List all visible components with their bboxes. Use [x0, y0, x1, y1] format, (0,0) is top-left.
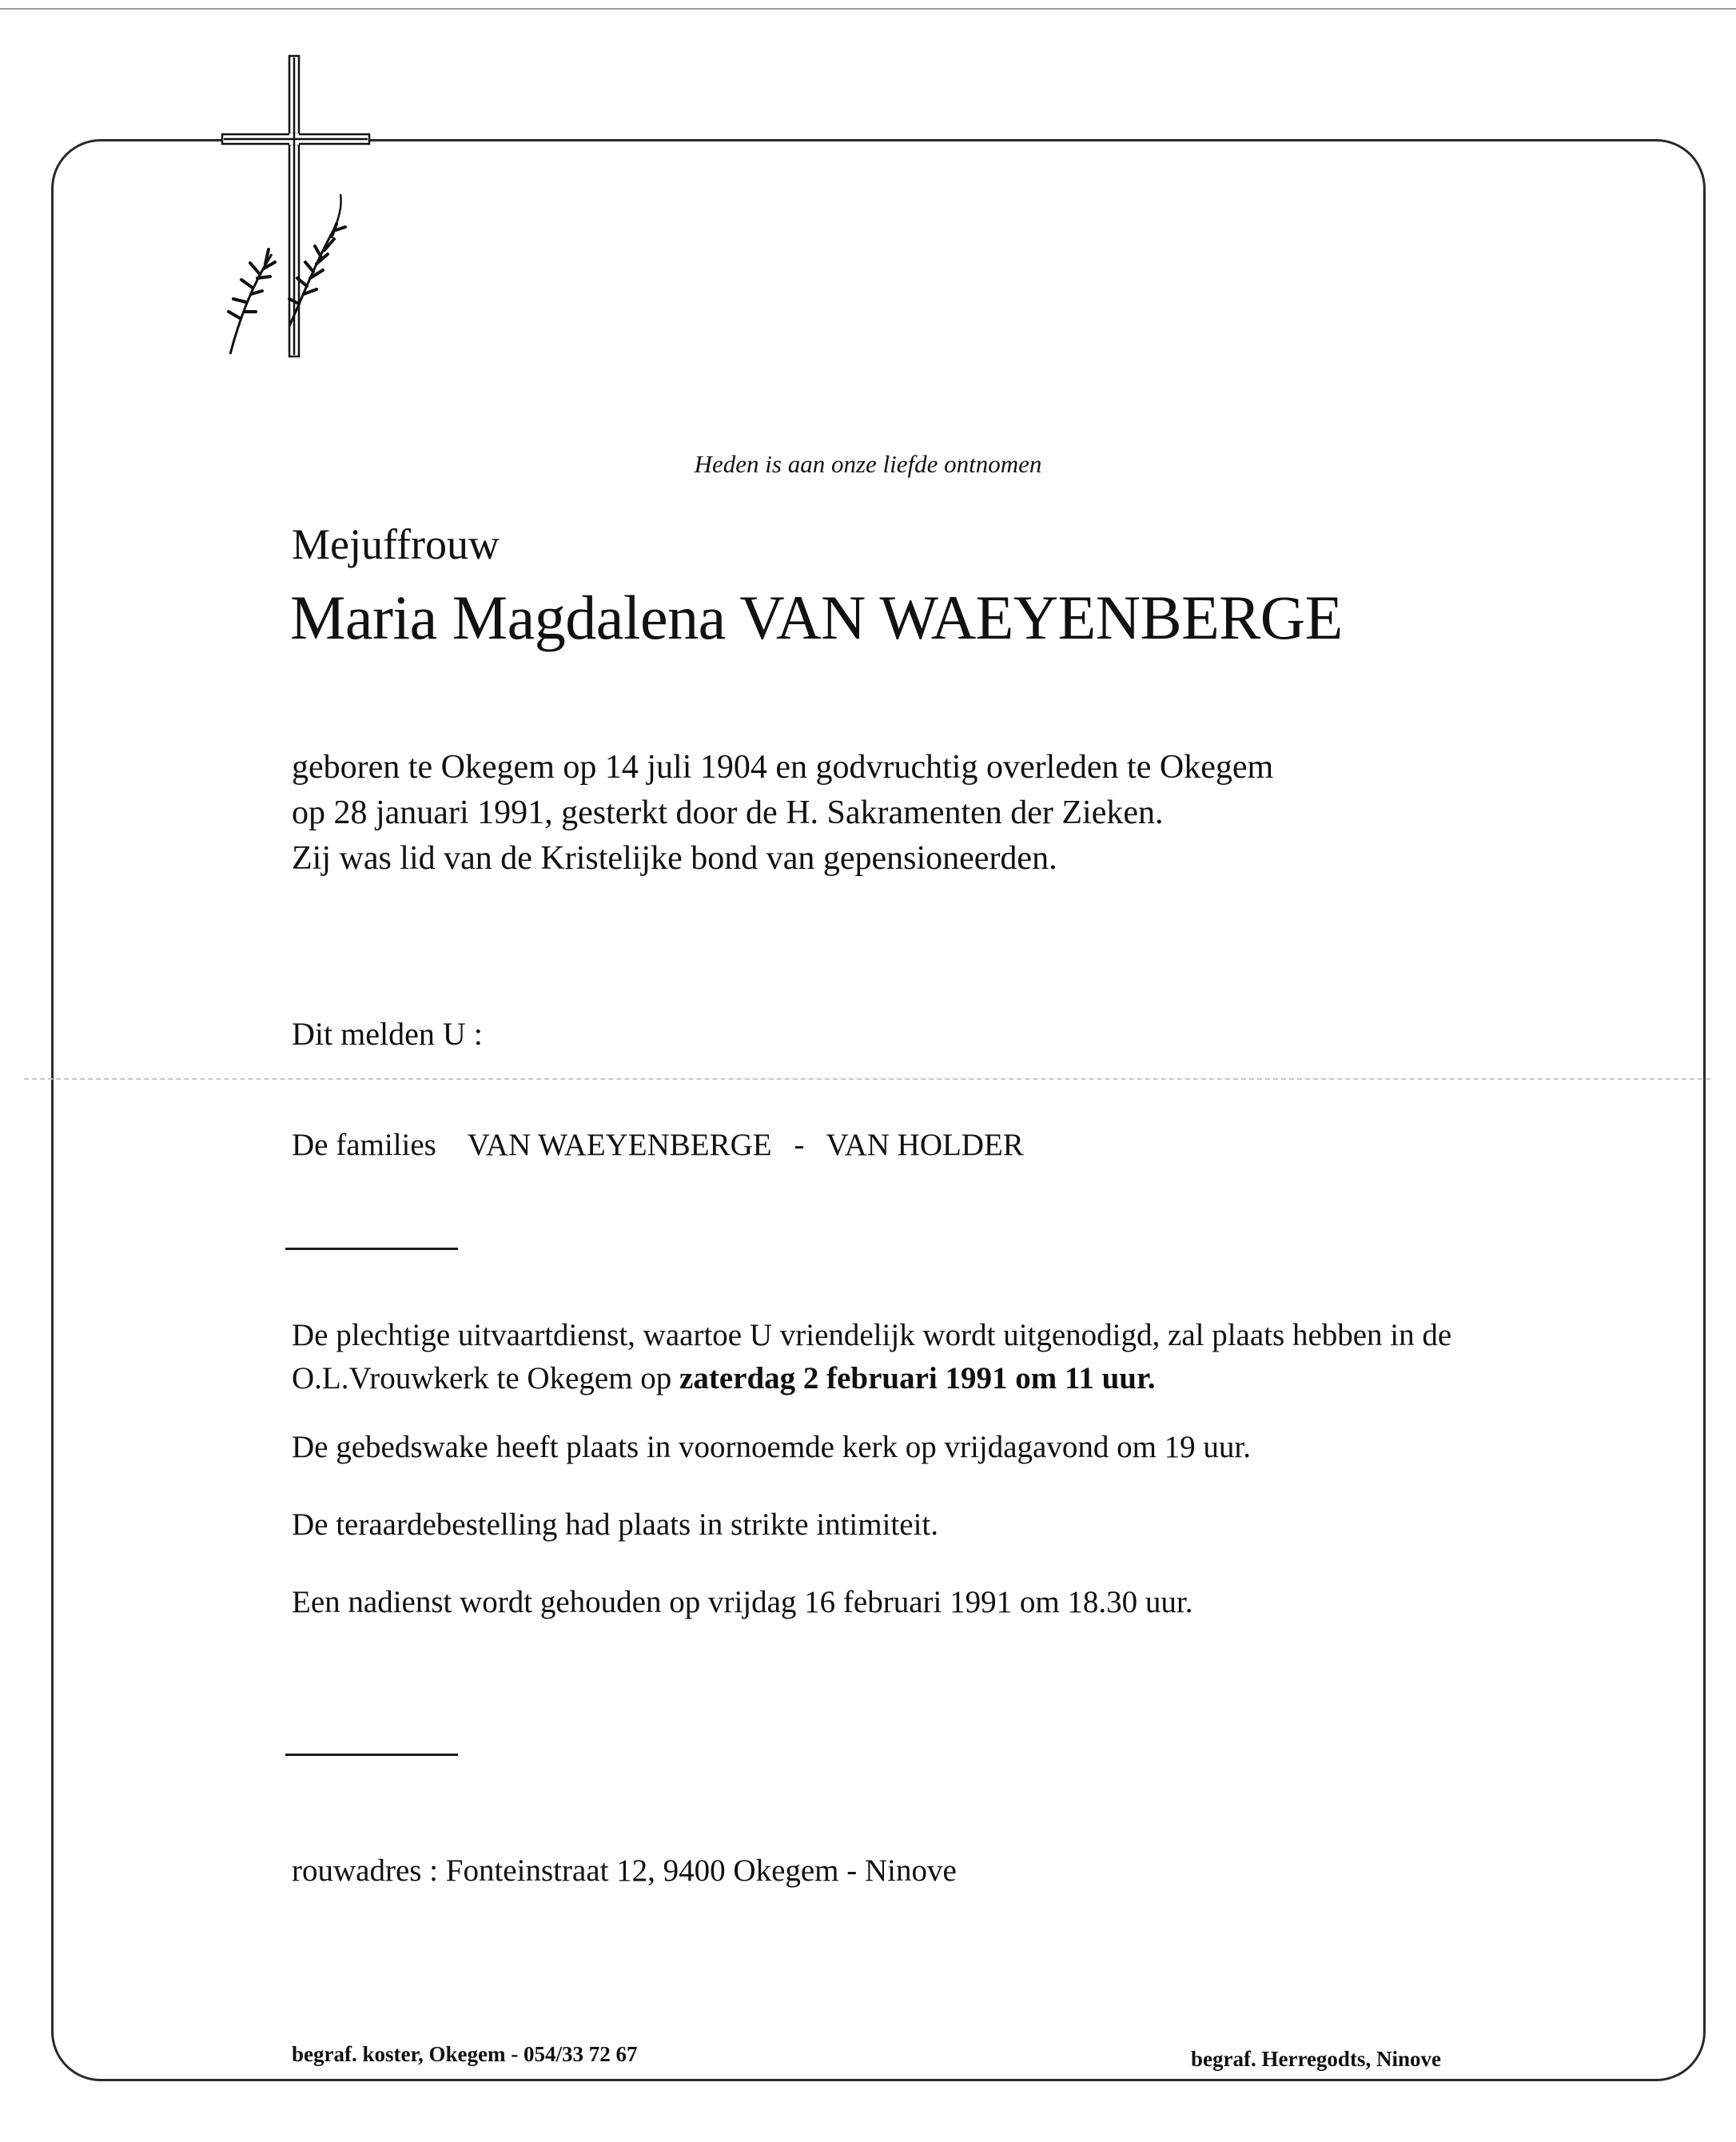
intro-line: Heden is aan onze liefde ontnomen	[694, 450, 1042, 478]
deceased-title: Mejuffrouw	[292, 520, 500, 568]
divider	[285, 1754, 458, 1756]
service-line	[292, 1357, 1451, 1400]
cross-with-branches-icon	[216, 54, 376, 358]
card-border	[51, 139, 1706, 2081]
family-separator: -	[794, 1128, 805, 1162]
prayer-vigil: De gebedswake heeft plaats in voornoemde kerk op vrijdagavond om 19 uur.	[292, 1430, 1251, 1464]
service-venue: O.L.Vrouwkerk te Okegem op	[292, 1361, 672, 1395]
funeral-service	[292, 1314, 1451, 1400]
service-line: De plechtige uitvaartdienst, waartoe U vriendelijk wordt uitgenodigd, zal plaats hebben in de	[292, 1318, 1452, 1352]
scan-edge-line	[0, 8, 1736, 10]
family-name: VAN WAEYENBERGE	[467, 1128, 772, 1162]
memorial-service: Een nadienst wordt gehouden op vrijdag 16 februari 1991 om 18.30 uur.	[292, 1585, 1193, 1619]
mourning-address: rouwadres : Fonteinstraat 12, 9400 Okegem - Ninove	[292, 1853, 957, 1888]
biography	[292, 745, 1273, 882]
service-date: zaterdag 2 februari 1991 om 11 uur.	[679, 1361, 1156, 1395]
families-prefix: De families	[292, 1128, 436, 1162]
family-name: VAN HOLDER	[826, 1128, 1024, 1162]
footer-undertaker: begraf. Herregodts, Ninove	[1191, 2047, 1441, 2071]
bio-line: geboren te Okegem op 14 juli 1904 en godvruchtig overleden te Okegem	[292, 749, 1274, 786]
deceased-name: Maria Magdalena VAN WAEYENBERGE	[290, 583, 1343, 652]
burial-note: De teraardebestelling had plaats in strikte intimiteit.	[292, 1507, 939, 1542]
divider	[285, 1248, 458, 1250]
bio-line: Zij was lid van de Kristelijke bond van gepensioneerden.	[292, 840, 1057, 877]
fold-line	[24, 1078, 1710, 1080]
families-line	[292, 1127, 1024, 1163]
bio-line: op 28 januari 1991, gesterkt door de H. Sakramenten der Zieken.	[292, 794, 1164, 831]
announcement: Dit melden U :	[292, 1016, 483, 1052]
footer-sexton: begraf. koster, Okegem - 054/33 72 67	[292, 2042, 638, 2066]
